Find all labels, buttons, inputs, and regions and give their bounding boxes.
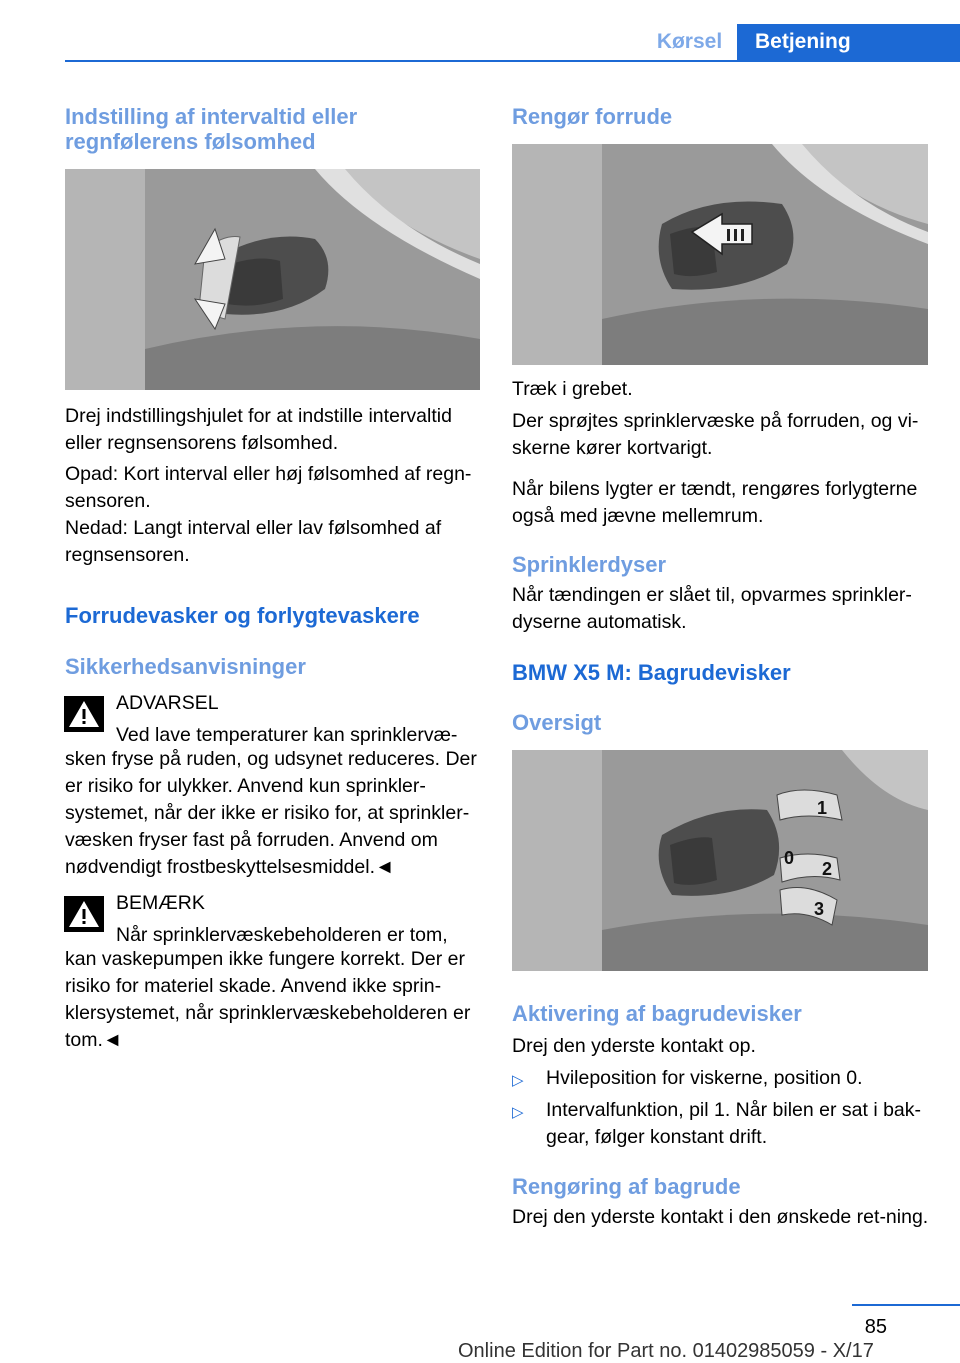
position-label-3: 3 bbox=[814, 899, 825, 919]
warning-title-advarsel: ADVARSEL bbox=[116, 692, 219, 714]
warning-triangle-icon bbox=[64, 896, 104, 932]
text-nedad: Nedad: Langt interval eller lav følsomhed af regnsensoren. bbox=[65, 517, 442, 566]
text-drej: Drej indstillingshjulet for at indstille intervaltid eller regnsensorens følsomhed. bbox=[65, 405, 452, 454]
tab-korsel[interactable]: Kørsel bbox=[656, 30, 723, 53]
text-traek: Træk i grebet. bbox=[512, 378, 633, 400]
warning-triangle-icon bbox=[64, 696, 104, 732]
page-number: 85 bbox=[864, 1316, 887, 1338]
bullet-text-interval: Intervalfunktion, pil 1. Når bilen er sat i bak‐gear, følger konstant drift. bbox=[546, 1099, 922, 1148]
position-label-0: 0 bbox=[784, 848, 795, 868]
photo-pull-lever bbox=[512, 144, 928, 365]
heading-forrudevasker: Forrudevasker og forlygtevaskere bbox=[65, 603, 420, 628]
heading-aktivering: Aktivering af bagrudevisker bbox=[512, 1001, 802, 1026]
bullet-triangle-icon: ▷ bbox=[512, 1072, 524, 1089]
text-drej-onskede: Drej den yderste kontakt i den ønskede ret‐ning. bbox=[512, 1206, 929, 1228]
heading-oversigt: Oversigt bbox=[512, 710, 602, 735]
warning-text-first: Ved lave temperaturer kan sprinklervæ‐ bbox=[116, 724, 458, 746]
heading-interval: Indstilling af intervaltid eller regnfølerens følsomhed bbox=[65, 104, 358, 154]
footer-rule bbox=[852, 1304, 960, 1306]
position-label-1: 1 bbox=[817, 798, 828, 818]
text-lygter: Når bilens lygter er tændt, rengøres forlygterne også med jævne mellemrum. bbox=[512, 478, 918, 527]
tab-betjening[interactable]: Betjening bbox=[737, 24, 960, 60]
text-dyser: Når tændingen er slået til, opvarmes sprinkler‐dyserne automatisk. bbox=[512, 584, 912, 633]
notice-text-body: kan vaskepumpen ikke fungere korrekt. Der er risiko for materiel skade. Anvend ikke sprin‐klersystemet, når sprinklervæskebeholderen er tom.◄ bbox=[65, 948, 471, 1051]
bullet-triangle-icon: ▷ bbox=[512, 1104, 524, 1121]
notice-title-bemaerk: BEMÆRK bbox=[116, 892, 205, 914]
heading-rengoring-bagrude: Rengøring af bagrude bbox=[512, 1174, 741, 1199]
heading-bmw-x5m: BMW X5 M: Bagrudevisker bbox=[512, 660, 791, 685]
text-sprojtes: Der sprøjtes sprinklervæske på forruden, og vi‐skerne kører kortvarigt. bbox=[512, 410, 919, 459]
warning-text-body: sken fryse på ruden, og udsynet reduceres. Der er risiko for ulykker. Anvend kun sprinkler‐systemet, når der ikke er risiko for, at sprinkler‐væsken fryser fast på forruden. Anvend om nødvendigt frostbeskyttelsesmiddel.◄ bbox=[65, 748, 477, 878]
header-rule bbox=[65, 60, 960, 62]
text-opad: Opad: Kort interval eller høj følsomhed af regn‐sensoren. bbox=[65, 463, 472, 512]
heading-sikkerhed: Sikkerhedsanvisninger bbox=[65, 654, 306, 679]
photo-rear-wiper-positions bbox=[512, 750, 928, 971]
bullet-text-hvile: Hvileposition for viskerne, position 0. bbox=[546, 1067, 863, 1089]
position-label-2: 2 bbox=[822, 859, 833, 879]
notice-text-first: Når sprinklervæskebeholderen er tom, bbox=[116, 924, 448, 946]
heading-sprinklerdyser: Sprinklerdyser bbox=[512, 552, 667, 577]
text-drej-op: Drej den yderste kontakt op. bbox=[512, 1035, 756, 1057]
photo-interval-wheel bbox=[65, 169, 480, 390]
footer-edition: Online Edition for Part no. 01402985059 - X/17 bbox=[458, 1340, 874, 1362]
heading-rengor-forrude: Rengør forrude bbox=[512, 104, 673, 129]
